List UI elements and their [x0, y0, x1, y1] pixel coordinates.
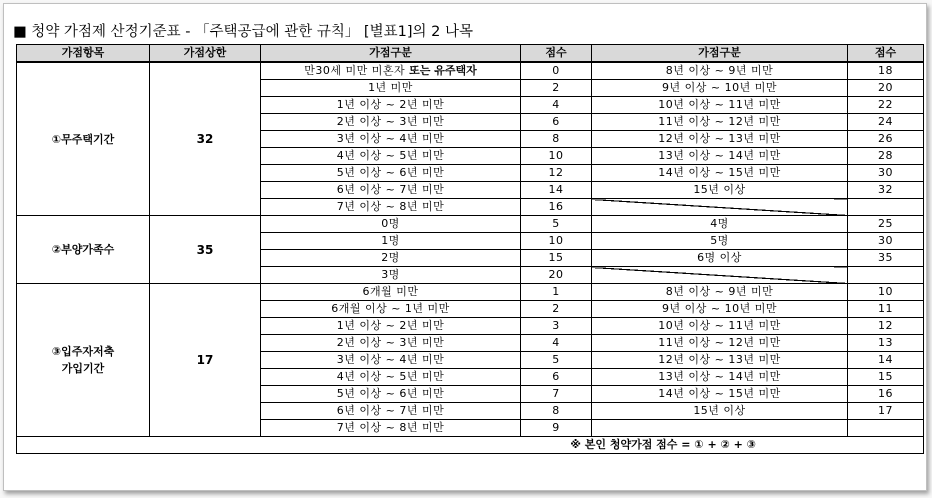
score-b: 20	[848, 80, 924, 97]
score-a: 6	[521, 114, 592, 131]
criteria-a	[261, 62, 521, 80]
criteria-b: 4명	[592, 216, 848, 233]
score-b	[848, 420, 924, 437]
criteria-a: 6년 이상 ~ 7년 미만	[261, 182, 521, 199]
criteria-b: 11년 이상 ~ 12년 미만	[592, 335, 848, 352]
score-b: 17	[848, 403, 924, 420]
score-b: 28	[848, 148, 924, 165]
criteria-b: 13년 이상 ~ 14년 미만	[592, 148, 848, 165]
header-score-b: 점수	[848, 45, 924, 63]
criteria-b: 8년 이상 ~ 9년 미만	[592, 284, 848, 301]
max-score: 17	[150, 284, 261, 437]
score-b: 18	[848, 62, 924, 80]
criteria-a: 1년 이상 ~ 2년 미만	[261, 318, 521, 335]
criteria-b: 12년 이상 ~ 13년 미만	[592, 131, 848, 148]
criteria-a: 6년 이상 ~ 7년 미만	[261, 403, 521, 420]
category-label: ②부양가족수	[17, 216, 150, 284]
score-a: 20	[521, 267, 592, 284]
table-row	[17, 216, 924, 233]
criteria-a: 2명	[261, 250, 521, 267]
score-a: 14	[521, 182, 592, 199]
score-table	[16, 44, 924, 454]
score-a: 5	[521, 352, 592, 369]
criteria-a: 3명	[261, 267, 521, 284]
total-formula: ※ 본인 청약가점 점수 = ① + ② + ③	[17, 437, 924, 454]
score-b: 30	[848, 165, 924, 182]
header-criteria-a: 가점구분	[261, 45, 521, 63]
criteria-a: 7년 이상 ~ 8년 미만	[261, 420, 521, 437]
criteria-b: 14년 이상 ~ 15년 미만	[592, 165, 848, 182]
criteria-b: 11년 이상 ~ 12년 미만	[592, 114, 848, 131]
score-b: 30	[848, 233, 924, 250]
page-title: ■ 청약 가점제 산정기준표 - 「주택공급에 관한 규칙」 [별표1]의 2 나목	[13, 24, 473, 40]
score-b: 13	[848, 335, 924, 352]
score-a: 1	[521, 284, 592, 301]
criteria-a: 1년 이상 ~ 2년 미만	[261, 97, 521, 114]
criteria-b: 6명 이상	[592, 250, 848, 267]
score-a: 4	[521, 335, 592, 352]
score-b: 24	[848, 114, 924, 131]
score-b: 32	[848, 182, 924, 199]
criteria-a: 3년 이상 ~ 4년 미만	[261, 352, 521, 369]
criteria-a: 0명	[261, 216, 521, 233]
score-a: 12	[521, 165, 592, 182]
score-b: 10	[848, 284, 924, 301]
category-label: ①무주택기간	[17, 62, 150, 216]
criteria-b: 15년 이상	[592, 182, 848, 199]
score-b: 16	[848, 386, 924, 403]
score-a: 8	[521, 131, 592, 148]
header-score-a: 점수	[521, 45, 592, 63]
criteria-a: 3년 이상 ~ 4년 미만	[261, 131, 521, 148]
score-a: 8	[521, 403, 592, 420]
score-a: 9	[521, 420, 592, 437]
score-b: 25	[848, 216, 924, 233]
score-a: 2	[521, 301, 592, 318]
criteria-a: 4년 이상 ~ 5년 미만	[261, 369, 521, 386]
score-b: 12	[848, 318, 924, 335]
score-b: 35	[848, 250, 924, 267]
criteria-a: 2년 이상 ~ 3년 미만	[261, 114, 521, 131]
max-score: 35	[150, 216, 261, 284]
header-max: 가점상한	[150, 45, 261, 63]
criteria-b: 5명	[592, 233, 848, 250]
score-a: 3	[521, 318, 592, 335]
criteria-b: 15년 이상	[592, 403, 848, 420]
score-a: 6	[521, 369, 592, 386]
criteria-b: 14년 이상 ~ 15년 미만	[592, 386, 848, 403]
score-a: 0	[521, 62, 592, 80]
table-body	[17, 62, 924, 437]
score-a: 10	[521, 233, 592, 250]
score-a: 15	[521, 250, 592, 267]
score-a: 4	[521, 97, 592, 114]
empty-diagonal-cell	[592, 267, 848, 284]
empty-diagonal-cell	[592, 199, 848, 216]
score-a: 7	[521, 386, 592, 403]
criteria-a: 1년 미만	[261, 80, 521, 97]
score-a: 5	[521, 216, 592, 233]
criteria-a: 1명	[261, 233, 521, 250]
criteria-a: 7년 이상 ~ 8년 미만	[261, 199, 521, 216]
score-a: 16	[521, 199, 592, 216]
table-row	[17, 62, 924, 80]
criteria-a: 5년 이상 ~ 6년 미만	[261, 386, 521, 403]
score-b	[848, 267, 924, 284]
document-frame	[3, 3, 927, 491]
score-a: 2	[521, 80, 592, 97]
score-b: 26	[848, 131, 924, 148]
max-score: 32	[150, 62, 261, 216]
score-b: 11	[848, 301, 924, 318]
header-criteria-b: 가점구분	[592, 45, 848, 63]
criteria-b: 10년 이상 ~ 11년 미만	[592, 318, 848, 335]
score-b: 14	[848, 352, 924, 369]
criteria-a: 2년 이상 ~ 3년 미만	[261, 335, 521, 352]
header-category: 가점항목	[17, 45, 150, 63]
score-a: 10	[521, 148, 592, 165]
criteria-a: 5년 이상 ~ 6년 미만	[261, 165, 521, 182]
table-row	[17, 284, 924, 301]
header-row	[17, 45, 924, 63]
criteria-emphasis: 또는 유주택자	[409, 64, 477, 77]
criteria-b: 13년 이상 ~ 14년 미만	[592, 369, 848, 386]
criteria-a: 6개월 미만	[261, 284, 521, 301]
category-label: ③입주자저축 가입기간	[17, 284, 150, 437]
criteria-b: 9년 이상 ~ 10년 미만	[592, 301, 848, 318]
criteria-a: 4년 이상 ~ 5년 미만	[261, 148, 521, 165]
criteria-b	[592, 420, 848, 437]
score-b: 15	[848, 369, 924, 386]
criteria-b: 10년 이상 ~ 11년 미만	[592, 97, 848, 114]
score-b: 22	[848, 97, 924, 114]
criteria-b: 12년 이상 ~ 13년 미만	[592, 352, 848, 369]
footer-row	[17, 437, 924, 454]
criteria-text: 만30세 미만 미혼자	[304, 64, 406, 77]
score-b	[848, 199, 924, 216]
criteria-a: 6개월 이상 ~ 1년 미만	[261, 301, 521, 318]
criteria-b: 9년 이상 ~ 10년 미만	[592, 80, 848, 97]
criteria-b: 8년 이상 ~ 9년 미만	[592, 62, 848, 80]
